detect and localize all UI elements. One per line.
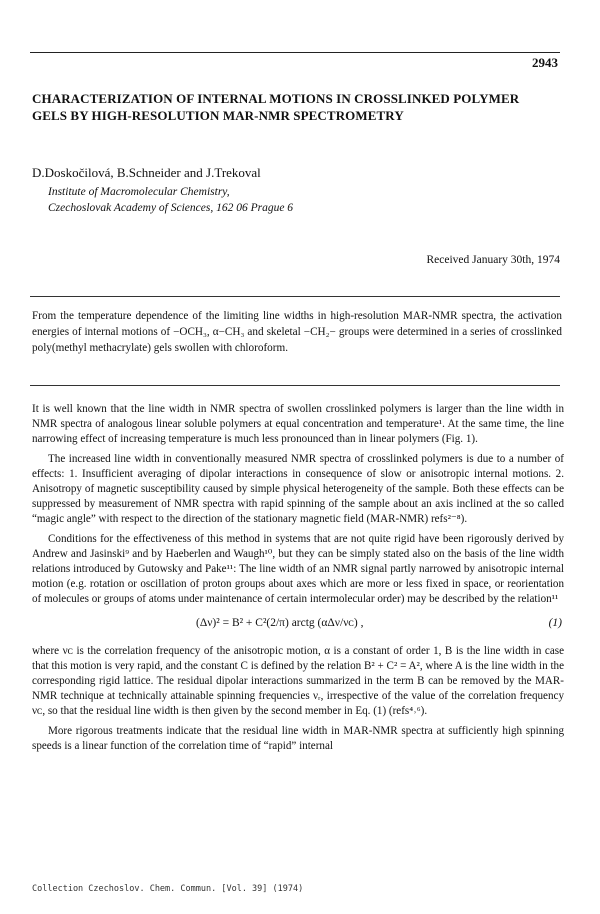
authors: D.Doskočilová, B.Schneider and J.Trekoval <box>32 165 261 180</box>
affiliation <box>48 184 293 216</box>
top-rule <box>30 52 560 53</box>
article-title: CHARACTERIZATION OF INTERNAL MOTIONS IN CROSSLINKED POLYMER GELS BY HIGH-RESOLUTION MAR-NMR SPECTROMETRY <box>32 91 520 123</box>
abstract: From the temperature dependence of the limiting line widths in high-resolution MAR-NMR spectra, the activation energies of internal motions of −OCH₃, α−CH₃ and skeletal −CH₂− groups were determined in a series of crosslinked poly(methyl methacrylate) gels swollen with chloroform. <box>32 310 562 354</box>
affiliation-line-2: Czechoslovak Academy of Sciences, 162 06 Prague 6 <box>48 202 294 214</box>
paragraph-5: More rigorous treatments indicate that the residual line width in MAR-NMR spectra at sufficiently high spinning speeds is a linear function of the correlation time of “rapid” internal <box>32 724 564 752</box>
equation-number: (1) <box>548 616 562 629</box>
received-date: Received January 30th, 1974 <box>426 254 560 266</box>
affiliation-line-1: Institute of Macromolecular Chemistry, <box>48 186 230 198</box>
equation-1 <box>32 614 564 636</box>
page-number: 2943 <box>532 55 558 70</box>
paragraph-3: Conditions for the effectiveness of this method in systems that are not quite rigid have been rigorously derived by Andrew and Jasinski⁹ and by Haeberlen and Waugh¹⁰, but they can be simply stated also on the basis of the line width relations introduced by Gutowsky and Pake¹¹: The line width of an NMR signal partly narrowed by anisotropic internal motion (e.g. rotation or oscillation of proton groups about axes which are more or less fixed in space, or reorientation of molecules or groups of atoms under maintenance of certain intermolecular order) may be described by the relation¹¹ <box>32 532 564 606</box>
paragraph-2: The increased line width in conventionally measured NMR spectra of crosslinked polymers is due to a number of effects: 1. Insufficient averaging of dipolar interactions in consequence of slow or anisotropic internal motions. 2. Anisotropy of magnetic susceptibility caused by simple physical heterogeneity of the sample. Both these effects can be suppressed by measurement of NMR spectra with rapid spinning of the sample about an axis inclined at the so called “magic angle” with respect to the direction of the stationary magnetic field (MAR-NMR) refs²⁻⁸). <box>32 452 564 526</box>
body-text <box>32 402 564 758</box>
paragraph-1: It is well known that the line width in NMR spectra of swollen crosslinked polymers is larger than the line width in NMR spectra of analogous linear soluble polymers at equal concentration and temperature¹. At the same time, the line narrowing effect of increasing temperature is much less pronounced than in linear polymers (Fig. 1). <box>32 403 564 446</box>
journal-footer: Collection Czechoslov. Chem. Commun. [Vol. 39] (1974) <box>32 884 304 894</box>
paragraph-4: where νᴄ is the correlation frequency of the anisotropic motion, α is a constant of order 1, B is the line width in case that this motion is very rapid, and the constant C is defined by the relation B² + C² = A², where A is the line width in the corresponding rigid lattice. The residual dipolar interactions summarized in the term B can be removed by the MAR-NMR technique at technically attainable spinning frequencies νᵣ, irrespective of the value of the correlation frequency νᴄ, so that the residual line width is then given by the second member in Eq. (1) (refs⁴˒⁶). <box>32 644 564 718</box>
equation-body: (Δν)² = B² + C²(2/π) arctg (αΔν/νᴄ) , <box>196 616 364 629</box>
